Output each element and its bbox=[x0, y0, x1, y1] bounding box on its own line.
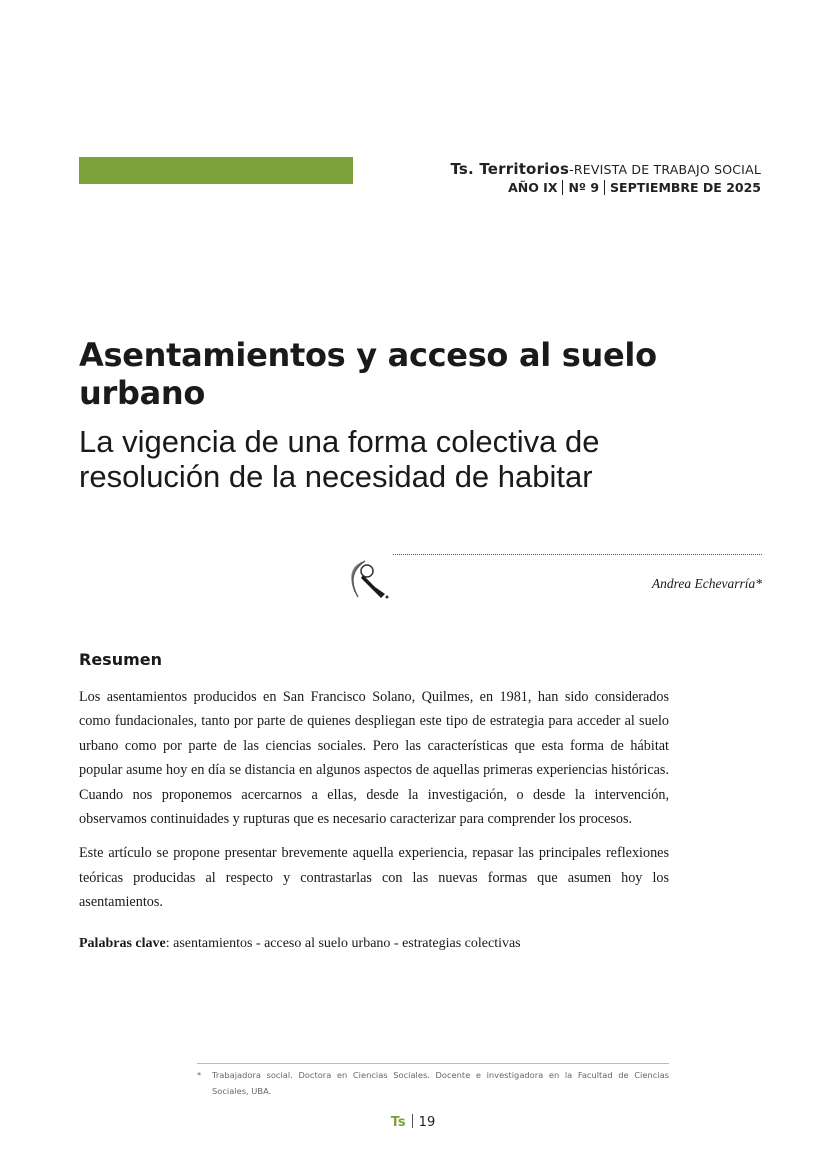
keywords-label: Palabras clave bbox=[79, 936, 166, 951]
journal-header bbox=[450, 160, 761, 195]
separator bbox=[562, 180, 563, 195]
page-footer bbox=[0, 1114, 826, 1130]
journal-year: AÑO IX bbox=[508, 180, 558, 195]
header-accent-bar bbox=[79, 157, 353, 184]
abstract-paragraph: Los asentamientos producidos en San Francisco Solano, Quilmes, en 1981, han sido considerados como fundacionales, tanto por parte de quienes despliegan este tipo de estrategia para acceder al suelo urbano como por parte de las ciencias sociales. Pero las características que esta forma de hábitat popular asume hoy en día se distancia en algunos aspectos de aquellas primeras experiencias históricas. Cuando nos proponemos acercarnos a ellas, desde la investigación, o desde la intervención, observamos continuidades y rupturas que es necesario caracterizar para comprender los procesos. bbox=[79, 689, 669, 828]
separator bbox=[604, 180, 605, 195]
keywords-values: : asentamientos - acceso al suelo urbano - estrategias colectivas bbox=[165, 936, 521, 951]
abstract-heading: Resumen bbox=[79, 650, 162, 669]
journal-subtitle: -REVISTA DE TRABAJO SOCIAL bbox=[569, 162, 761, 177]
journal-date: SEPTIEMBRE DE 2025 bbox=[610, 180, 761, 195]
footnote-text: Trabajadora social. Doctora en Ciencias Sociales. Docente e investigadora en la Facultad de Ciencias Sociales, UBA. bbox=[212, 1070, 669, 1096]
footer-brand: Ts bbox=[390, 1115, 406, 1130]
abstract-paragraph: Este artículo se propone presentar brevemente aquella experiencia, repasar las principales reflexiones teóricas producidas al respecto y contrastarlas con las nuevas formas que asumen hoy los asentamientos. bbox=[79, 845, 669, 911]
footnote bbox=[197, 1067, 669, 1099]
article-title: Asentamientos y acceso al suelo urbano bbox=[79, 336, 657, 412]
author-name: Andrea Echevarría* bbox=[651, 576, 762, 591]
abstract-body bbox=[79, 685, 669, 925]
separator bbox=[412, 1114, 413, 1128]
journal-issue: Nº 9 bbox=[568, 180, 600, 195]
footnote-mark: * bbox=[197, 1070, 202, 1080]
journal-name: Ts. Territorios bbox=[450, 160, 570, 178]
footnote-divider bbox=[197, 1063, 669, 1064]
article-subtitle: La vigencia de una forma colectiva de resolución de la necesidad de habitar bbox=[79, 424, 600, 494]
keywords bbox=[79, 936, 699, 952]
author-divider bbox=[393, 554, 762, 555]
page-number: 19 bbox=[418, 1115, 436, 1130]
pen-nib-icon bbox=[345, 556, 395, 604]
journal-issue-line bbox=[450, 180, 761, 195]
journal-title-line bbox=[450, 160, 761, 178]
